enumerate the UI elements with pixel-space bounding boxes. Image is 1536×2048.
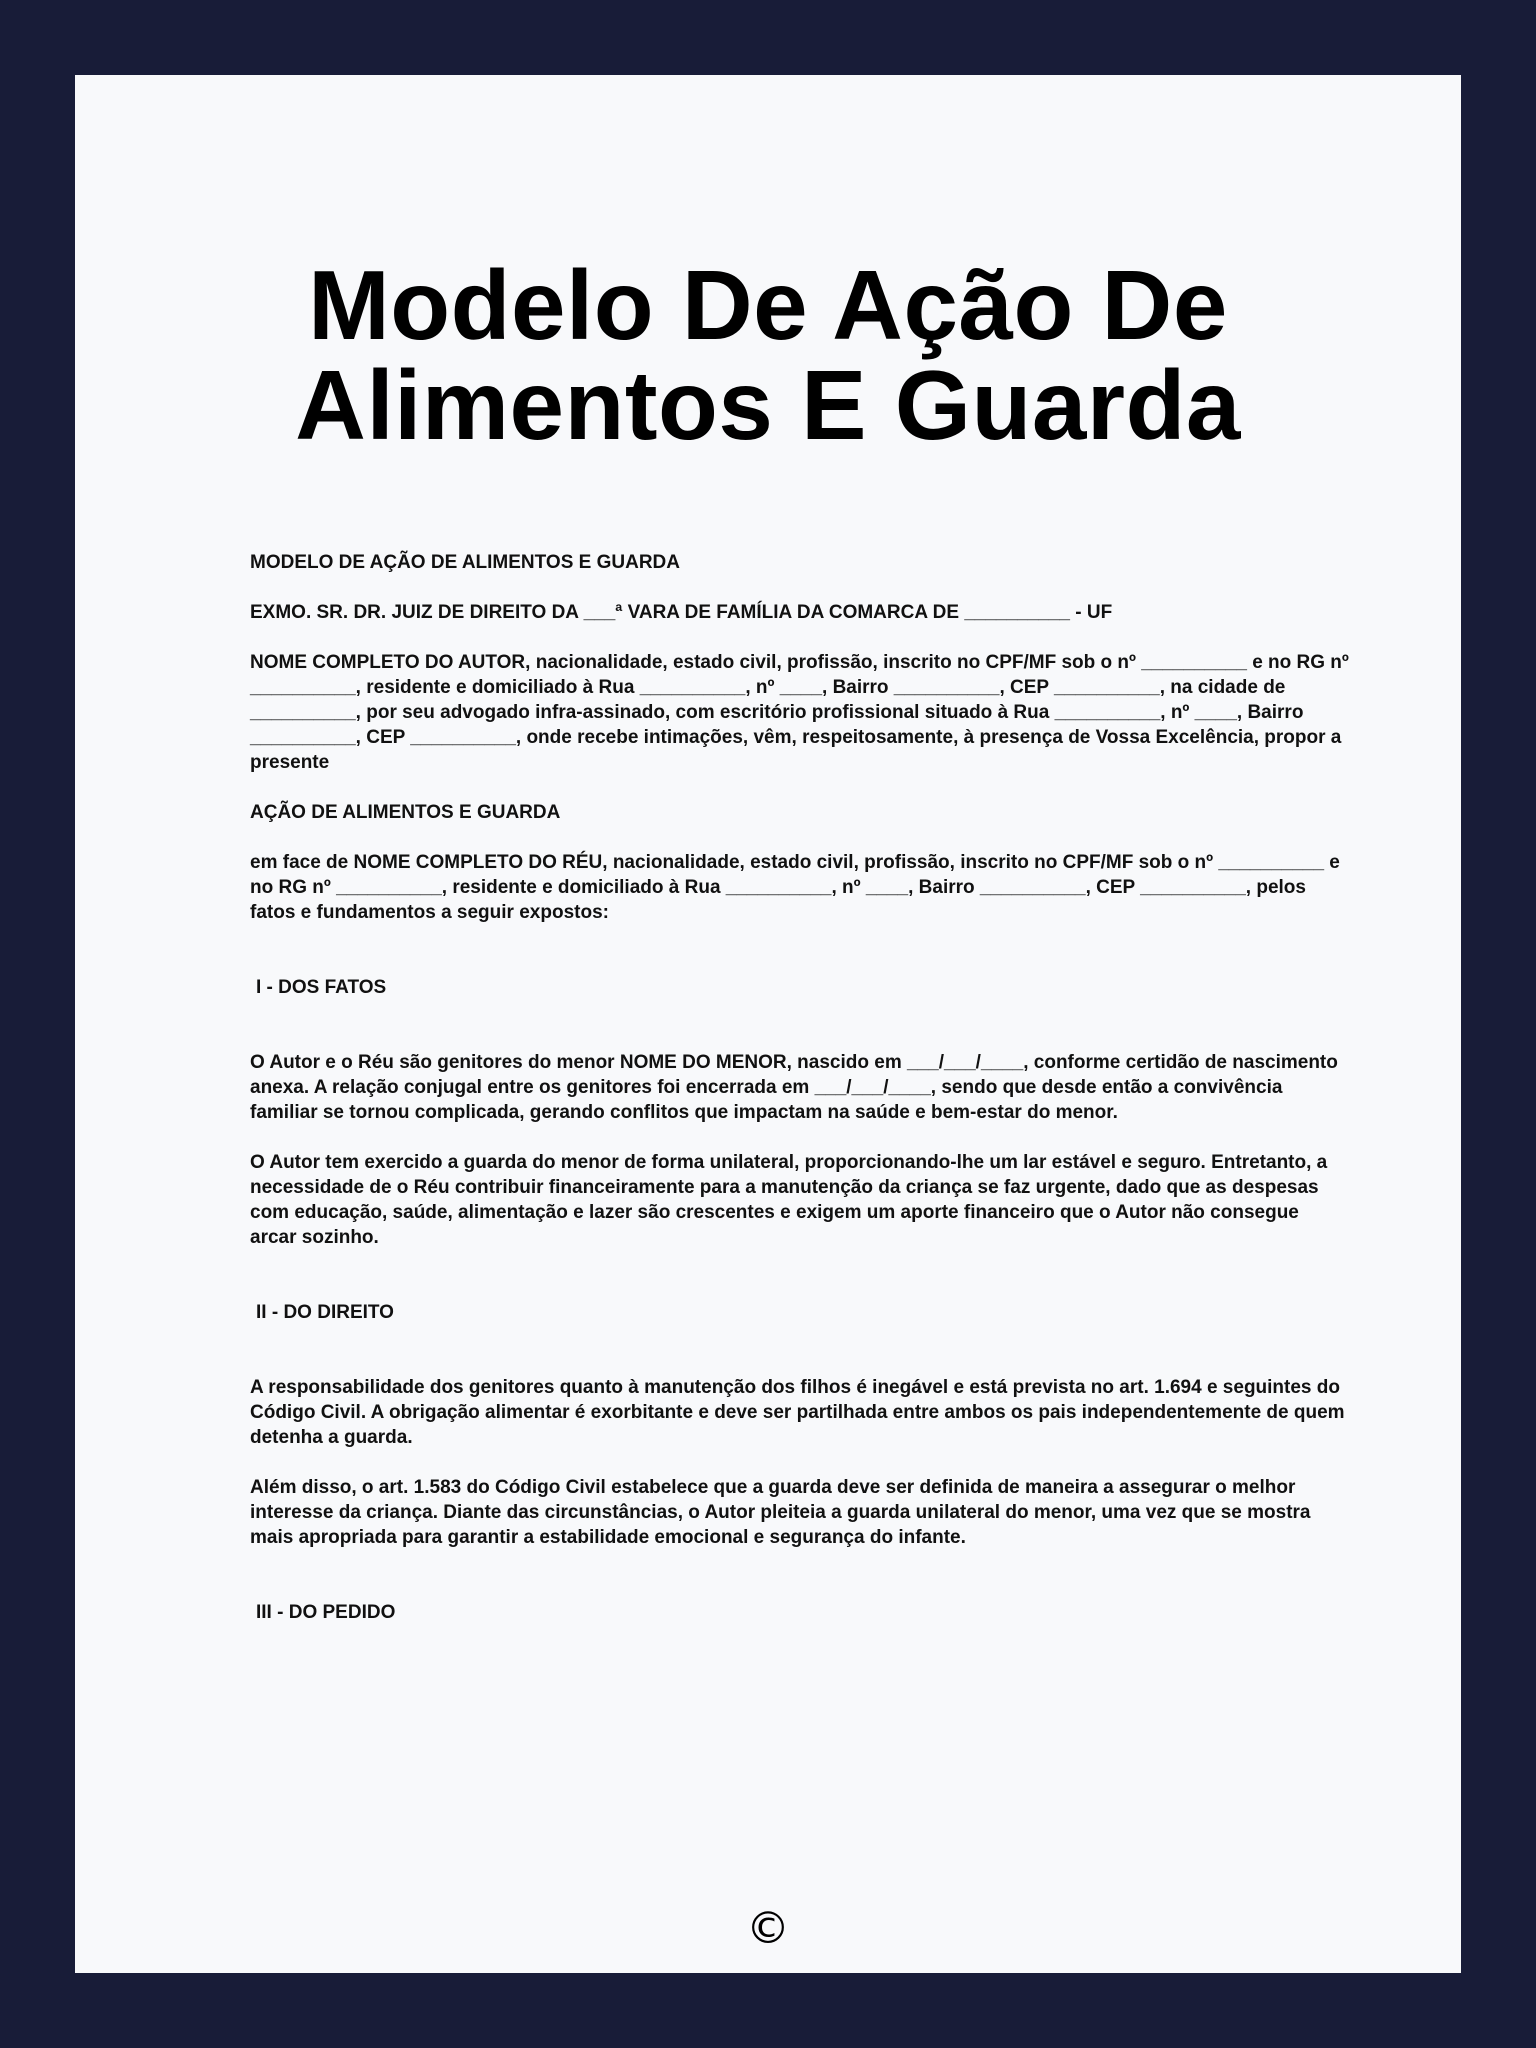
law-paragraph-1: A responsabilidade dos genitores quanto à manutenção dos filhos é inegável e está prevista no art. 1.694 e seguintes do Código Civil. A obrigação alimentar é exorbitante e deve ser partilhada entre ambos os pais independentemente de quem detenha a guarda. bbox=[250, 1377, 1345, 1448]
copyright-icon: © bbox=[746, 1903, 790, 1954]
document-page bbox=[75, 75, 1461, 1973]
action-title: AÇÃO DE ALIMENTOS E GUARDA bbox=[250, 802, 561, 823]
section-facts-title: I - DOS FATOS bbox=[256, 977, 387, 998]
defendant-qualification-paragraph: em face de NOME COMPLETO DO RÉU, nacionalidade, estado civil, profissão, inscrito no CPF/MF sob o nº __________ e no RG nº __________, residente e domiciliado à Rua __________, nº ____, Bairro __________, CEP __________, pelos fatos e fundamentos a seguir expostos: bbox=[250, 852, 1340, 923]
law-paragraph-2: Além disso, o art. 1.583 do Código Civil estabelece que a guarda deve ser definida de maneira a assegurar o melhor interesse da criança. Diante das circunstâncias, o Autor pleiteia a guarda unilateral do menor, uma vez que se mostra mais apropriada para garantir a estabilidade emocional e segurança do infante. bbox=[250, 1477, 1311, 1548]
section-request-title: III - DO PEDIDO bbox=[256, 1602, 396, 1623]
section-law-title: II - DO DIREITO bbox=[256, 1302, 394, 1323]
facts-paragraph-1: O Autor e o Réu são genitores do menor NOME DO MENOR, nascido em ___/___/____, conforme certidão de nascimento anexa. A relação conjugal entre os genitores foi encerrada em ___/___/____, sendo que desde então a convivência familiar se tornou complicada, gerando conflitos que impactam na saúde e bem-estar do menor. bbox=[250, 1052, 1338, 1123]
addressee-line: EXMO. SR. DR. JUIZ DE DIREITO DA ___ª VARA DE FAMÍLIA DA COMARCA DE __________ - UF bbox=[250, 602, 1113, 623]
page-title: Modelo De Ação De Alimentos E Guarda bbox=[295, 250, 1241, 460]
document-heading: MODELO DE AÇÃO DE ALIMENTOS E GUARDA bbox=[250, 552, 680, 573]
author-qualification-paragraph: NOME COMPLETO DO AUTOR, nacionalidade, estado civil, profissão, inscrito no CPF/MF sob o nº __________ e no RG nº __________, residente e domiciliado à Rua __________, nº ____, Bairro __________, CEP __________, na cidade de __________, por seu advogado infra-assinado, com escritório profissional situado à Rua __________, nº ____, Bairro __________, CEP __________, onde recebe intimações, vêm, respeitosamente, à presença de Vossa Excelência, propor a presente bbox=[250, 652, 1349, 773]
facts-paragraph-2: O Autor tem exercido a guarda do menor de forma unilateral, proporcionando-lhe um lar estável e seguro. Entretanto, a necessidade de o Réu contribuir financeiramente para a manutenção da criança se faz urgente, dado que as despesas com educação, saúde, alimentação e lazer são crescentes e exigem um aporte financeiro que o Autor não consegue arcar sozinho. bbox=[250, 1152, 1328, 1248]
document-body bbox=[250, 550, 1350, 1675]
